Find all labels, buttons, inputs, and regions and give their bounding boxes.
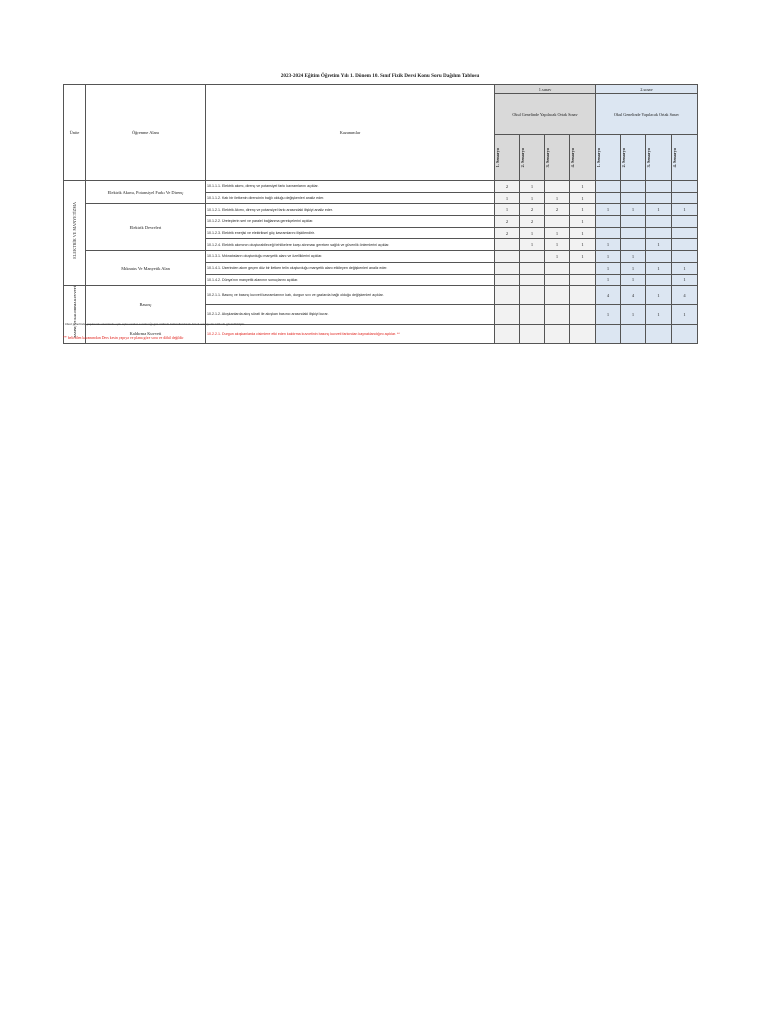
exam2-scenario-3-value: 1	[646, 262, 672, 274]
exam2-scenario-1-value: 4	[596, 286, 621, 305]
exam1-scenario-2-value: 2	[520, 204, 545, 216]
exam2-scenario-1-value	[596, 192, 621, 204]
exam1-scenario-1-value	[495, 305, 520, 324]
exam1-scenario-2-value: 1	[520, 181, 545, 193]
exam1-scenario-2-header: 2. Senaryo	[520, 135, 545, 181]
footnote-scenarios: • Okul genelinde yapılacak sınavlarda açık uçlu sorular sorulacağı göz önünde bulundurularak örnek senaryolar tabloda gösterilmiştir.	[63, 322, 245, 326]
table-row	[64, 181, 698, 193]
exam2-scenario-3-value	[646, 227, 672, 239]
table-row	[64, 204, 698, 216]
exam2-scenario-4-header: 4. Senaryo	[672, 135, 698, 181]
exam2-scenario-2-value	[621, 239, 646, 251]
exam2-scenario-1-value: 1	[596, 305, 621, 324]
outcomes-header: Kazanımlar	[206, 85, 495, 181]
exam2-scenario-3-value	[646, 192, 672, 204]
exam1-scenario-3-value	[545, 181, 570, 193]
exam2-scenario-4-value: 1	[672, 274, 698, 286]
exam1-scenario-3-value	[545, 324, 570, 343]
exam1-scenario-2-value	[520, 274, 545, 286]
exam2-scenario-2-value: 1	[621, 274, 646, 286]
exam1-scenario-4-value: 1	[570, 216, 596, 228]
exam1-scenario-4-value: 1	[570, 204, 596, 216]
area-electric-circuits: Elektrik Devreleri	[86, 204, 206, 251]
exam2-scenario-4-value	[672, 239, 698, 251]
exam1-scenario-3-value: 1	[545, 239, 570, 251]
exam2-scenario-3-value	[646, 251, 672, 263]
exam1-scenario-3-value	[545, 286, 570, 305]
exam2-scenario-4-value	[672, 192, 698, 204]
exam2-scenario-4-value: 4	[672, 286, 698, 305]
exam1-scenario-1-value: 1	[495, 204, 520, 216]
exam2-scenario-4-value: 1	[672, 262, 698, 274]
exam2-scenario-2-value	[621, 216, 646, 228]
area-magnets: Mıknatıs Ve Manyetik Alan	[86, 251, 206, 286]
exam1-header: 1.sınav	[495, 85, 596, 94]
exam2-subheader: Okul Genelinde Yapılacak Ortak Sınav	[596, 94, 698, 135]
outcome-cell: 10.2.1.2. Akışkanlarda akış sürati ile akışkan basıncı arasındaki ilişkiyi kurar.	[206, 305, 495, 324]
exam1-scenario-2-value: 1	[520, 192, 545, 204]
outcome-cell: 10.1.1.2. Katı bir iletkenin direncinin bağlı olduğu değişkenleri analiz eder.	[206, 192, 495, 204]
outcome-cell: 10.1.2.3. Elektrik enerjisi ve elektriksel güç kavramlarını ilişkilendirir.	[206, 227, 495, 239]
exam2-scenario-2-value: 4	[621, 286, 646, 305]
exam2-scenario-3-value: 1	[646, 204, 672, 216]
unit-pressure-buoyancy	[64, 286, 86, 344]
outcome-cell: 10.1.2.2. Üreteçlerin seri ve paralel bağlanma gerekçelerini açıklar.	[206, 216, 495, 228]
exam1-scenario-1-value	[495, 274, 520, 286]
exam1-scenario-1-value: 2	[495, 216, 520, 228]
exam1-scenario-2-value: 2	[520, 216, 545, 228]
exam1-scenario-1-header: 1. Senaryo	[495, 135, 520, 181]
exam2-scenario-1-header: 1. Senaryo	[596, 135, 621, 181]
exam1-scenario-1-value: 1	[495, 192, 520, 204]
exam2-scenario-1-value: 1	[596, 204, 621, 216]
exam1-scenario-4-value	[570, 286, 596, 305]
exam1-scenario-2-value	[520, 305, 545, 324]
outcome-cell: 10.1.3.1. Mıknatısların oluşturduğu manyetik alanı ve özelliklerini açıklar.	[206, 251, 495, 263]
exam2-scenario-1-value	[596, 227, 621, 239]
area-buoyancy: Kaldırma Kuvveti	[86, 324, 206, 343]
exam1-scenario-2-value	[520, 324, 545, 343]
table-body	[64, 181, 698, 344]
outcome-cell: 10.1.2.4. Elektrik akımının oluşturabileceği tehlikelere karşı alınması gereken sağlık ve güvenlik önlemlerini açıklar.	[206, 239, 495, 251]
footnote-excluded: ** belirtilen kazanımdan Ders kesin yapıya ve plana göre soru ve dâhil değildir	[63, 336, 184, 340]
exam2-scenario-4-value	[672, 227, 698, 239]
exam1-scenario-4-value: 1	[570, 227, 596, 239]
outcome-cell: 10.1.1.1. Elektrik akımı, direnç ve potansiyel farkı kavramlarını açıklar.	[206, 181, 495, 193]
exam1-scenario-1-value: 2	[495, 181, 520, 193]
exam1-scenario-3-header: 3. Senaryo	[545, 135, 570, 181]
exam1-scenario-1-value	[495, 251, 520, 263]
exam1-scenario-3-value	[545, 262, 570, 274]
exam2-scenario-2-value	[621, 324, 646, 343]
area-electric-current: Elektrik Akımı, Potansiyel Farkı Ve Direnç	[86, 181, 206, 204]
exam2-scenario-4-value	[672, 251, 698, 263]
exam1-scenario-4-value: 1	[570, 181, 596, 193]
exam2-scenario-4-value	[672, 181, 698, 193]
exam1-scenario-2-value: 1	[520, 227, 545, 239]
exam1-scenario-3-value: 1	[545, 192, 570, 204]
exam2-scenario-2-value	[621, 181, 646, 193]
area-header: Öğrenme Alanı	[86, 85, 206, 181]
exam1-scenario-4-value	[570, 274, 596, 286]
exam2-scenario-3-value	[646, 324, 672, 343]
exam2-scenario-4-value	[672, 216, 698, 228]
exam1-scenario-1-value	[495, 262, 520, 274]
exam2-scenario-3-value	[646, 181, 672, 193]
exam2-scenario-4-value	[672, 324, 698, 343]
exam2-scenario-1-value: 1	[596, 274, 621, 286]
area-pressure: Basınç	[86, 286, 206, 324]
exam1-scenario-2-value	[520, 251, 545, 263]
table-row	[64, 324, 698, 343]
table-row	[64, 286, 698, 305]
table-row	[64, 251, 698, 263]
outcome-cell: 10.2.2.1. Durgun akışkanlarda cisimlere etki eden kaldırma kuvvetinin basınç kuvveti farkından kaynaklandığını açıklar. **	[206, 324, 495, 343]
exam1-scenario-3-value: 1	[545, 251, 570, 263]
outcome-cell: 10.1.2.1. Elektrik Akımı, direnç ve potansiyel farkı arasındaki ilişkiyi analiz eder.	[206, 204, 495, 216]
exam2-scenario-3-value	[646, 216, 672, 228]
unit-label: ELEKTRİK VE MANYETİZMA	[72, 202, 77, 259]
exam1-scenario-4-value	[570, 262, 596, 274]
exam1-scenario-4-value: 1	[570, 192, 596, 204]
exam2-scenario-1-value: 1	[596, 251, 621, 263]
exam2-scenario-1-value: 1	[596, 262, 621, 274]
exam2-scenario-2-value: 1	[621, 204, 646, 216]
question-distribution-table	[63, 84, 698, 344]
exam1-scenario-3-value: 1	[545, 227, 570, 239]
exam1-scenario-4-value	[570, 305, 596, 324]
exam1-scenario-2-value	[520, 286, 545, 305]
exam1-scenario-4-value	[570, 324, 596, 343]
exam2-scenario-2-header: 2. Senaryo	[621, 135, 646, 181]
exam1-scenario-1-value	[495, 324, 520, 343]
exam2-scenario-2-value: 1	[621, 251, 646, 263]
exam1-scenario-1-value: 2	[495, 227, 520, 239]
exam2-scenario-2-value	[621, 227, 646, 239]
exam1-scenario-3-value	[545, 274, 570, 286]
exam2-scenario-4-value: 1	[672, 204, 698, 216]
outcome-cell: 10.1.4.2. Dünya'nın manyetik alanının sonuçlarını açıklar.	[206, 274, 495, 286]
exam2-scenario-3-value	[646, 274, 672, 286]
exam1-scenario-3-value: 2	[545, 204, 570, 216]
exam1-scenario-4-header: 4. Senaryo	[570, 135, 596, 181]
exam2-scenario-3-value: 1	[646, 239, 672, 251]
document-title: 2023-2024 Eğitim Öğretim Yılı 1. Dönem 10. Sınıf Fizik Dersi Konu Soru Dağılım Tablosu	[280, 73, 480, 79]
exam1-scenario-3-value	[545, 216, 570, 228]
exam2-header: 2.sınav	[596, 85, 698, 94]
exam2-scenario-2-value: 1	[621, 262, 646, 274]
exam1-scenario-4-value: 1	[570, 251, 596, 263]
exam2-scenario-4-value: 1	[672, 305, 698, 324]
exam2-scenario-1-value	[596, 324, 621, 343]
exam2-scenario-3-value: 1	[646, 305, 672, 324]
exam2-scenario-2-value	[621, 192, 646, 204]
exam2-scenario-3-value: 1	[646, 286, 672, 305]
exam2-scenario-1-value: 1	[596, 239, 621, 251]
exam2-scenario-1-value	[596, 181, 621, 193]
unit-label: BASINÇ VE KALDIRMA KUVVETİ	[72, 286, 77, 338]
exam1-scenario-3-value	[545, 305, 570, 324]
outcome-cell: 10.2.1.1. Basınç ve basınç kuvveti kavramlarının katı, durgun sıvı ve gazlarda bağlı olduğu değişkenleri açıklar.	[206, 286, 495, 305]
exam2-scenario-2-value: 1	[621, 305, 646, 324]
exam2-scenario-1-value	[596, 216, 621, 228]
exam1-scenario-1-value	[495, 286, 520, 305]
exam1-scenario-2-value: 1	[520, 239, 545, 251]
exam1-scenario-2-value	[520, 262, 545, 274]
exam1-scenario-4-value: 1	[570, 239, 596, 251]
exam2-scenario-3-header: 3. Senaryo	[646, 135, 672, 181]
exam1-subheader: Okul Genelinde Yapılacak Ortak Sınav	[495, 94, 596, 135]
outcome-cell: 10.1.4.1. Üzerinden akım geçen düz bir iletken telin oluşturduğu manyetik alanı etkileyen değişkenleri analiz eder.	[206, 262, 495, 274]
exam1-scenario-1-value	[495, 239, 520, 251]
unit-header: Ünite	[64, 85, 86, 181]
unit-electricity-magnetism	[64, 181, 86, 286]
